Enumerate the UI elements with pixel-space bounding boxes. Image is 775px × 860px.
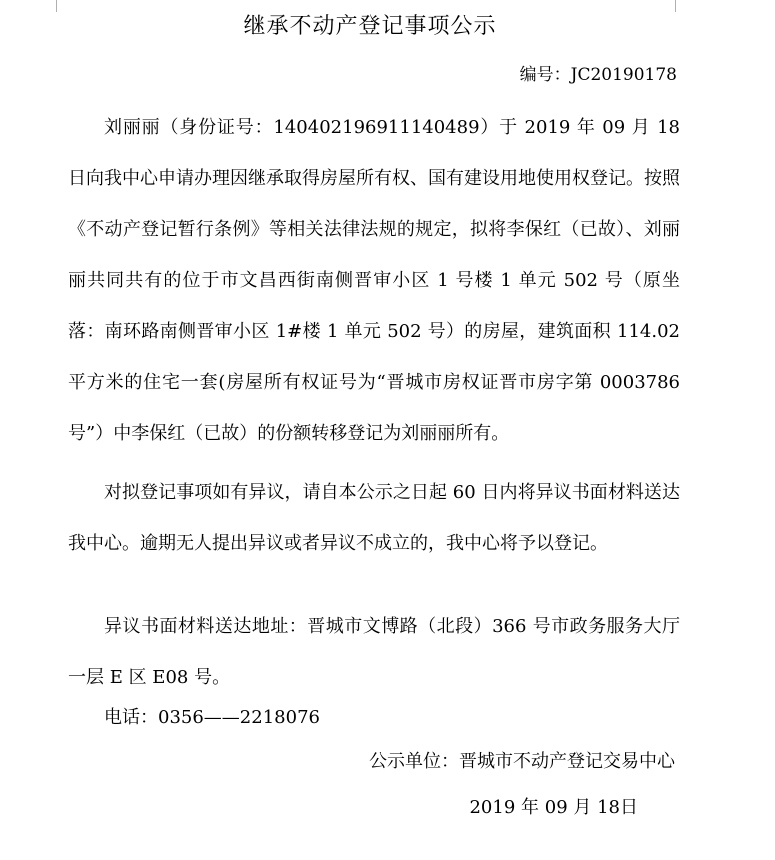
document-title: 继承不动产登记事项公示 xyxy=(243,14,497,39)
paragraph-address: 异议书面材料送达地址：晋城市文博路（北段）366 号市政务服务大厅一层 E 区 E08 号。 xyxy=(68,616,680,688)
paragraph-objection: 对拟登记事项如有异议，请自本公示之日起 60 日内将异议书面材料送达我中心。逾期无人提出异议或者异议不成立的，我中心将予以登记。 xyxy=(68,482,680,554)
crop-mark-top-left xyxy=(44,0,57,12)
issuing-unit: 公示单位：晋城市不动产登记交易中心 xyxy=(369,751,675,772)
issue-date: 2019 年 09 月 18日 xyxy=(469,797,638,818)
crop-mark-top-right xyxy=(675,0,688,12)
contact-phone: 电话：0356——2218076 xyxy=(104,707,320,728)
document-number: 编号：JC20190178 xyxy=(519,65,677,85)
paragraph-application: 刘丽丽（身份证号：140402196911140489）于 2019 年 09 月 18 日向我中心申请办理因继承取得房屋所有权、国有建设用地使用权登记。按照《不动产登记暂行条例》等相关法律法规的规定，拟将李保红（已故）、刘丽丽共同共有的位于市文昌西街南侧晋审小区 1 号楼 1 单元 502 号（原坐落：南环路南侧晋审小区 1#楼 1 单元 502 号）的房屋，建筑面积 114.02 平方米的住宅一套(房屋所有权证号为“晋城市房权证晋市房字第 0003786 号”）中李保红（已故）的份额转移登记为刘丽丽所有。 xyxy=(68,117,680,444)
